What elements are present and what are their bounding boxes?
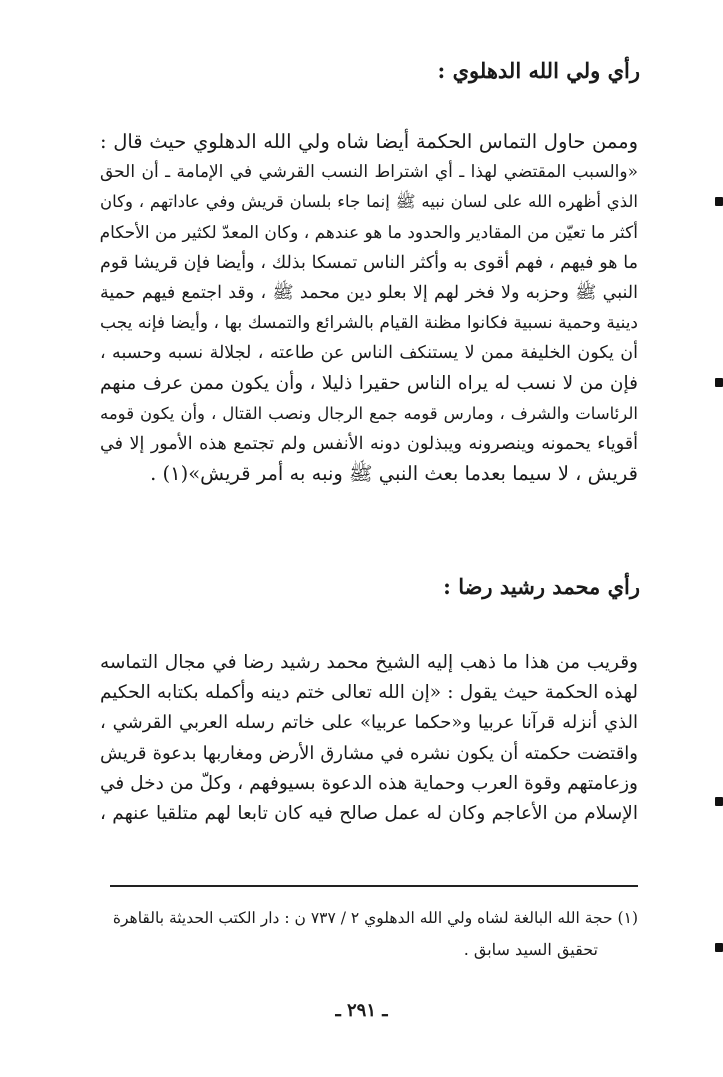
page-number: ـ ٢٩١ ـ: [335, 1000, 388, 1021]
text-line: دينية وحمية نسبية فكانوا مظنة القيام بالشرائع والتمسك بها ، وأيضا فإنه يجب: [100, 313, 638, 334]
text-line: الذي أنزله قرآنا عربيا و«حكما عربيا» على خاتم رسله العربي القرشي ،: [100, 712, 638, 734]
text-line: وزعامتهم وقوة العرب وحماية هذه الدعوة بسيوفهم ، وكلّ من دخل في: [100, 772, 638, 794]
footnote-line: (١) حجة الله البالغة لشاه ولي الله الدهلوي ٢ / ٧٣٧ ن : دار الكتب الحديثة بالقاهرة: [112, 909, 638, 927]
edge-tab-mark: [715, 197, 723, 206]
section-heading-dehlawi: رأي ولي الله الدهلوي :: [437, 58, 640, 83]
text-line: «والسبب المقتضي لهذا ـ أي اشتراط النسب القرشي في الإمامة ـ أن الحق: [100, 162, 638, 183]
text-line: قريش ، لا سيما بعدما بعث النبي ﷺ ونبه به أمر قريش»(١) .: [150, 462, 638, 486]
paragraph-rida: [100, 648, 638, 829]
text-line: أن يكون الخليفة ممن لا يستنكف الناس عن طاعته ، لجلالة نسبه وحسبه ،: [100, 343, 638, 364]
text-line: واقتضت حكمته أن يكون نشره في مشارق الأرض ومغاربها بدعوة قريش: [100, 742, 638, 764]
text-line: الرئاسات والشرف ، ومارس قومه جمع الرجال ونصب القتال ، وأن يكون قومه: [100, 403, 638, 423]
text-line: النبي ﷺ وحزبه ولا فخر لهم إلا بعلو دين محمد ﷺ ، وقد اجتمع فيهم حمية: [100, 283, 638, 304]
text-line: أقوياء يحمونه وينصرونه ويبذلون دونه الأنفس ولم تجتمع هذه الأمور إلا في: [100, 434, 638, 455]
section-heading-rida: رأي محمد رشيد رضا :: [443, 574, 640, 599]
text-line: فإن من لا نسب له يراه الناس حقيرا ذليلا ، وأن يكون ممن عرف منهم: [100, 372, 638, 394]
text-line: لهذه الحكمة حيث يقول : «إن الله تعالى ختم دينه وأكمله بكتابه الحكيم: [100, 682, 638, 704]
text-line: أكثر ما تعيّن من المقادير والحدود ما هو عندهم ، وكان المعدّ لكثير من الأحكام: [100, 222, 638, 243]
text-line: ما هو فيهم ، فهم أقوى به وأكثر الناس تمسكا بذلك ، وأيضا فإن قريشا قوم: [100, 252, 638, 273]
text-line: وقريب من هذا ما ذهب إليه الشيخ محمد رشيد رضا في مجال التماسه: [100, 652, 638, 673]
footnote-divider: [110, 885, 638, 887]
text-line: الذي أظهره الله على لسان نبيه ﷺ إنما جاء بلسان قريش وفي عاداتهم ، وكان: [100, 192, 638, 212]
edge-tab-mark: [715, 943, 723, 952]
paragraph-dehlawi: [100, 127, 638, 489]
text-line: وممن حاول التماس الحكمة أيضا شاه ولي الله الدهلوي حيث قال :: [100, 130, 638, 153]
footnote: [102, 902, 638, 966]
text-line: الإسلام من الأعاجم وكان له عمل صالح فيه كان تابعا لهم متلقيا عنهم ،: [100, 803, 638, 825]
footnote-line: تحقيق السيد سابق .: [463, 940, 598, 959]
edge-tab-mark: [715, 378, 723, 387]
edge-tab-mark: [715, 797, 723, 806]
